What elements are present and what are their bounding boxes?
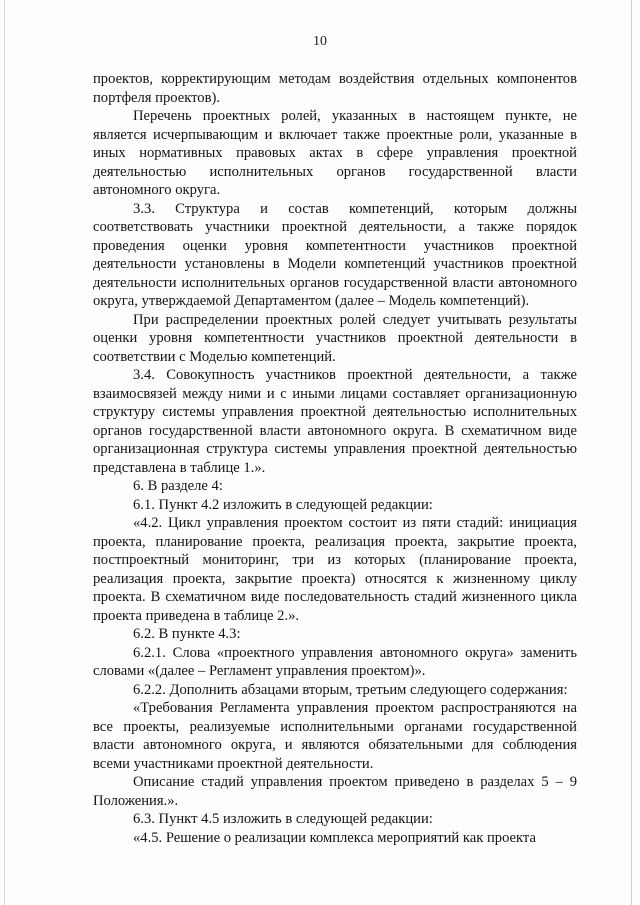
- paragraph: 6.2.2. Дополнить абзацами вторым, третьим следующего содержания:: [133, 681, 568, 698]
- paragraph: 6.2.1. Слова «проектного управления автономного округа» заменить словами «(далее – Регламент управления проектом)».: [93, 644, 577, 679]
- paragraph: 6. В разделе 4:: [133, 478, 223, 494]
- paragraph: При распределении проектных ролей следует учитывать результаты оценки уровня компетентности участников проектной деятельности в соответствии с Моделью компетенций.: [93, 311, 577, 365]
- paragraph: «4.2. Цикл управления проектом состоит из пяти стадий: инициация проекта, планирование проекта, реализация проекта, закрытие проекта, постпроектный мониторинг, три из которых (планирование проекта, реализация проекта, закрытие проекта) относятся к жизненному циклу проекта. В схематичном виде последовательность стадий жизненного цикла проекта приведена в таблице 2.».: [93, 515, 577, 624]
- paragraph: Описание стадий управления проектом приведено в разделах 5 – 9 Положения.».: [93, 774, 577, 809]
- page-number: 10: [313, 34, 327, 49]
- paragraph: «4.5. Решение о реализации комплекса мероприятий как проекта: [133, 829, 536, 846]
- right-scan-edge: [631, 0, 632, 905]
- paragraph: 3.3. Структура и состав компетенций, которым должны соответствовать участники проектной деятельности, а также порядок проведения оценки уровня компетентности участников проектной деятельности установлены в Модели компетенций участников проектной деятельности исполнительных органов государственной власти автономного округа, утверждаемой Департаментом (далее – Модель компетенций).: [93, 200, 577, 309]
- document-body: [93, 70, 577, 847]
- paragraph: Перечень проектных ролей, указанных в настоящем пункте, не является исчерпывающим и включает также проектные роли, указанные в иных нормативных правовых актах в сфере управления проектной деятельностью исполнительных органов государственной власти автономного округа.: [93, 108, 577, 198]
- paragraph: «Требования Регламента управления проектом распространяются на все проекты, реализуемые исполнительными органами государственной власти автономного округа, и являются обязательными для соблюдения всеми участниками проектной деятельности.: [93, 700, 577, 772]
- left-scan-edge: [4, 0, 5, 905]
- paragraph: 6.1. Пункт 4.2 изложить в следующей редакции:: [133, 496, 433, 513]
- paragraph: 6.2. В пункте 4.3:: [133, 626, 241, 642]
- paragraph: проектов, корректирующим методам воздействия отдельных компонентов портфеля проектов).: [93, 71, 577, 106]
- paragraph: 3.4. Совокупность участников проектной деятельности, а также взаимосвязей между ними и с иными лицами составляет организационную структуру системы управления проектной деятельностью исполнительных органов государственной власти автономного округа. В схематичном виде организационная структура системы управления проектной деятельностью представлена в таблице 1.».: [93, 367, 577, 476]
- paragraph: 6.3. Пункт 4.5 изложить в следующей редакции:: [133, 811, 433, 827]
